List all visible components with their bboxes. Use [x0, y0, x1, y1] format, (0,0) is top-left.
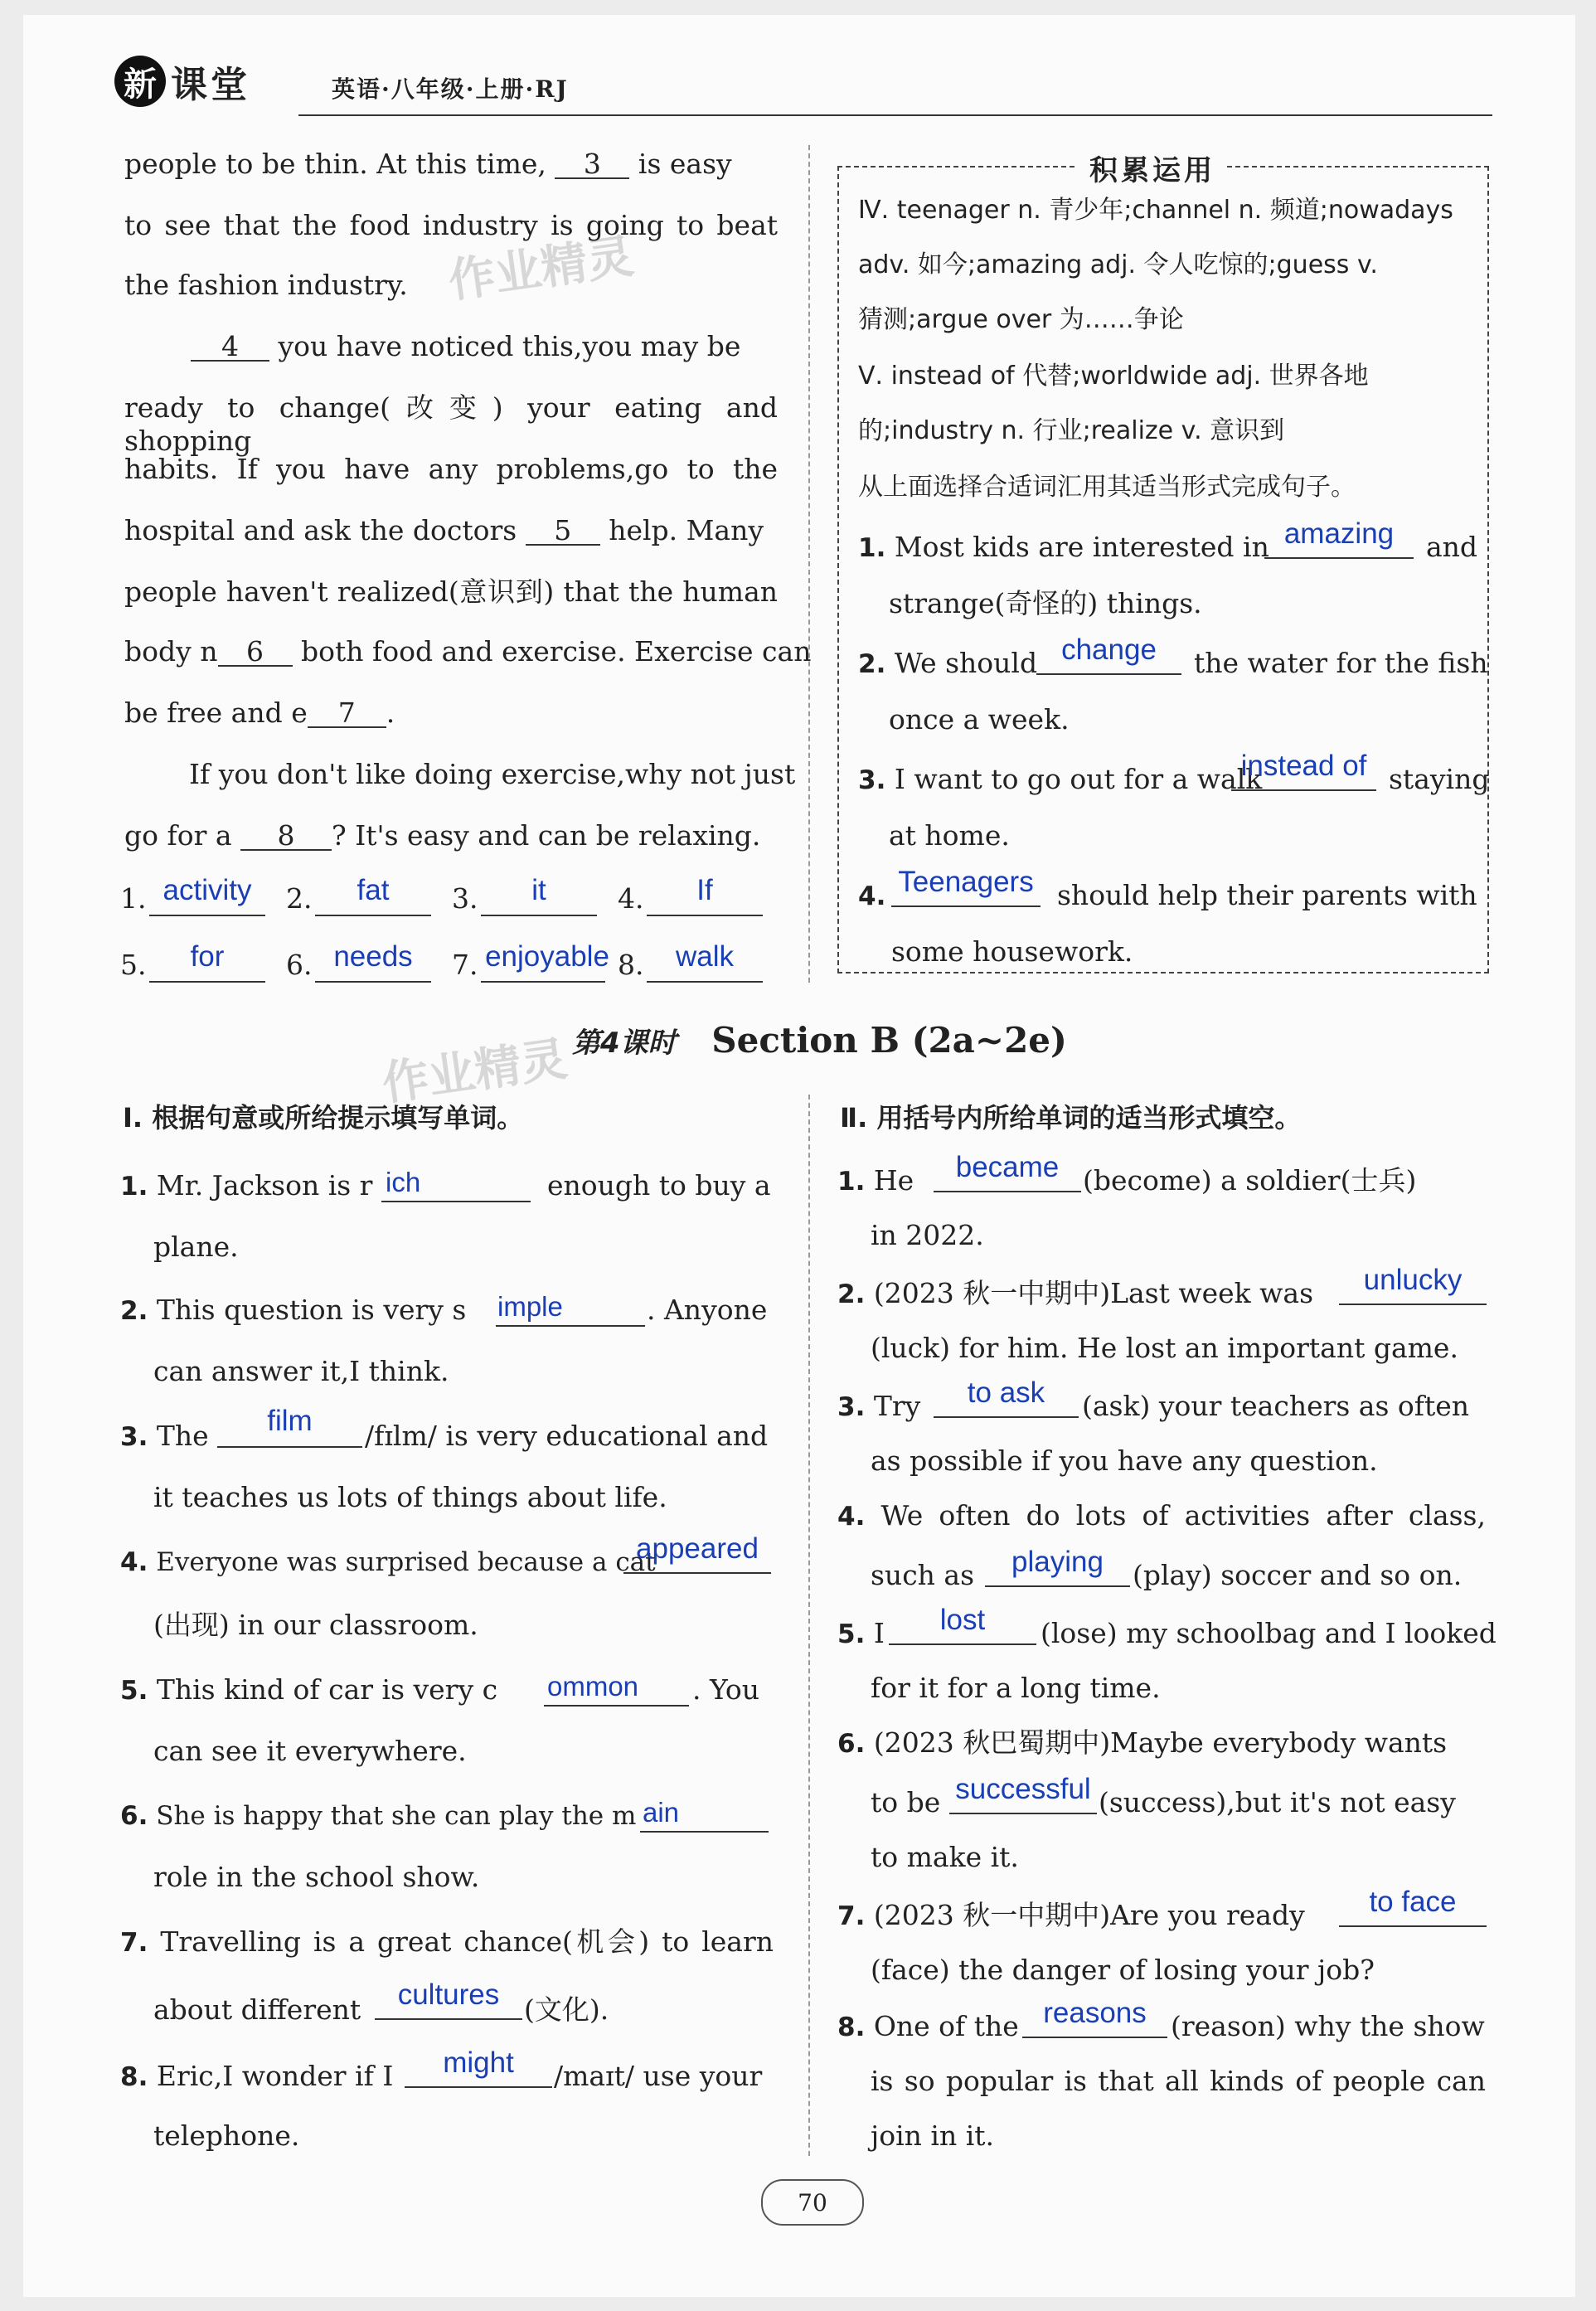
answer-text: for [190, 940, 225, 973]
passage-line: hospital and ask the doctors 5 help. Many [124, 514, 764, 546]
answer-text: walk [675, 940, 735, 973]
passage-line: people haven't realized(意识到) that the human [124, 575, 778, 608]
question-text: (success),but it's not easy [1099, 1786, 1456, 1818]
question-text: (出现) in our classroom. [153, 1609, 478, 1641]
answer-line [381, 1201, 531, 1202]
question-row: 2. This question is very s [120, 1294, 467, 1326]
answer-line [496, 1325, 645, 1327]
answer-line [149, 981, 265, 983]
passage-blank: 5 [526, 517, 600, 546]
answer-line [949, 1813, 1097, 1814]
question-row: 7. (2023 秋一中期中)Are you ready [837, 1899, 1305, 1931]
question-text: should help their parents with [1057, 879, 1477, 911]
question-text: (ask) your teachers as often [1082, 1390, 1470, 1422]
column-divider [808, 1095, 810, 2156]
answer-line [647, 915, 763, 916]
vocab-line: Ⅴ. instead of 代替;worldwide adj. 世界各地 [858, 362, 1369, 391]
passage-blank: 4 [191, 333, 269, 362]
answer-line [1339, 1304, 1487, 1305]
answer-number: 7. [452, 949, 478, 981]
question-text: it teaches us lots of things about life. [153, 1481, 667, 1513]
answer-text: imple [497, 1291, 563, 1322]
logo-mark: 新 [114, 56, 166, 107]
vocab-line: 的;industry n. 行业;realize v. 意识到 [858, 416, 1285, 445]
question-row: 3. Try [837, 1390, 921, 1422]
answer-line [1036, 673, 1181, 675]
answer-text: ommon [547, 1671, 639, 1702]
answer-text: ain [643, 1797, 680, 1828]
answer-line [889, 1643, 1036, 1645]
question-row: 6. She is happy that she can play the m [120, 1801, 637, 1831]
question-row: 7. Travelling is a great chance(机会) to learn [120, 1925, 774, 1958]
section-heading: Section B (2a~2e) [711, 1020, 1067, 1061]
question-text: can answer it,I think. [153, 1355, 449, 1387]
watermark: 作业精灵 [445, 229, 638, 309]
question-text: telephone. [153, 2119, 300, 2152]
answer-number: 2. [286, 882, 313, 915]
answer-number: 1. [120, 882, 147, 915]
question-text: join in it. [871, 2119, 994, 2152]
answer-text: change [1061, 634, 1157, 666]
lesson-label: 第4课时 [572, 1027, 677, 1060]
question-row: 2. We should [858, 647, 1038, 679]
answer-number: 4. [618, 882, 644, 915]
answer-line [640, 1831, 769, 1833]
answer-text: might [443, 2046, 514, 2079]
question-text: role in the school show. [153, 1861, 480, 1893]
passage-line: go for a 8 ? It's easy and can be relaxing. [124, 819, 761, 852]
answer-text: cultures [397, 1978, 500, 2011]
question-text: some housework. [891, 935, 1133, 968]
question-row: 4. [858, 881, 886, 911]
question-text: (luck) for him. He lost an important game. [871, 1332, 1458, 1364]
question-row: 8. Eric,I wonder if I [120, 2060, 394, 2092]
question-row: 4. We often do lots of activities after class, [837, 1499, 1486, 1532]
passage-line: the fashion industry. [124, 269, 408, 301]
answer-text: playing [1011, 1546, 1104, 1578]
question-text: as possible if you have any question. [871, 1444, 1378, 1477]
answer-line [1022, 2037, 1167, 2038]
answer-line [1339, 1925, 1487, 1927]
answer-text: instead of [1240, 750, 1367, 782]
answer-text: Teenagers [898, 866, 1034, 898]
question-row: 4. Everyone was surprised because a cat [120, 1547, 656, 1577]
answer-text: unlucky [1363, 1264, 1463, 1296]
answer-text: lost [939, 1604, 986, 1636]
passage-blank: 3 [555, 151, 629, 179]
question-row: 8. One of the [837, 2010, 1019, 2042]
column-divider [808, 145, 810, 983]
answer-line [149, 915, 265, 916]
box-instruction: 从上面选择合适词汇用其适当形式完成句子。 [858, 473, 1356, 502]
answer-line [405, 2086, 552, 2088]
question-text: . Anyone [647, 1294, 768, 1326]
question-text: at home. [889, 819, 1010, 852]
question-text: (become) a soldier(士兵) [1083, 1164, 1417, 1197]
question-text: strange(奇怪的) things. [889, 587, 1202, 619]
question-text: plane. [153, 1231, 239, 1263]
question-text: in 2022. [871, 1219, 984, 1251]
question-text: enough to buy a [547, 1169, 771, 1202]
answer-line [544, 1705, 689, 1707]
question-text: the water for the fish [1194, 647, 1488, 679]
answer-text: fat [357, 874, 390, 906]
question-row: 1. Most kids are interested in [858, 531, 1269, 563]
answer-text: successful [955, 1773, 1091, 1805]
answer-line [891, 905, 1041, 907]
answer-line [481, 981, 605, 983]
question-text: about different [153, 1993, 361, 2026]
question-text: to be [871, 1786, 941, 1818]
answer-line [375, 2018, 522, 2020]
passage-line: body n 6 both food and exercise. Exercise can [124, 635, 812, 668]
answer-line [315, 915, 431, 916]
question-text: (lose) my schoolbag and I looked [1041, 1617, 1497, 1649]
passage-line: to see that the food industry is going to beat [124, 209, 778, 241]
answer-line [934, 1416, 1079, 1418]
question-text: is so popular is that all kinds of people can [871, 2065, 1486, 2097]
answer-number: 8. [618, 949, 644, 981]
question-text: can see it everywhere. [153, 1735, 467, 1767]
vocab-box-badge: 积累运用 [1078, 148, 1227, 188]
question-text: . You [692, 1673, 760, 1706]
section-title [572, 1020, 1067, 1061]
passage-line: 4 you have noticed this,you may be [124, 330, 778, 363]
header-divider [298, 114, 1492, 116]
book-subtitle: 英语·八年级·上册·RJ [332, 75, 569, 103]
answer-line [1231, 789, 1376, 791]
question-row: 3. I want to go out for a walk [858, 763, 1263, 795]
question-text: /maɪt/ use your [554, 2060, 763, 2092]
passage-line: people to be thin. At this time, 3 is easy [124, 148, 732, 180]
part1-heading: Ⅰ. 根据句意或所给提示填写单词。 [123, 1102, 524, 1134]
answer-text: amazing [1283, 517, 1395, 550]
answer-number: 3. [452, 882, 478, 915]
answer-text: reasons [1043, 1997, 1147, 2029]
question-text: to make it. [871, 1841, 1019, 1873]
question-text: /fɪlm/ is very educational and [365, 1420, 769, 1452]
answer-text: became [955, 1151, 1060, 1183]
passage-blank: 8 [240, 823, 332, 851]
logo-text: 课堂 [171, 64, 250, 106]
answer-line [985, 1585, 1130, 1587]
passage-blank: 7 [308, 700, 386, 728]
answer-line [315, 981, 431, 983]
vocab-line: Ⅳ. teenager n. 青少年;channel n. 频道;nowadays [858, 196, 1453, 225]
question-text: and [1426, 531, 1478, 563]
answer-line [217, 1446, 362, 1448]
passage-line: ready to change(改变) your eating and shopping [124, 391, 778, 457]
question-text: (文化). [524, 1993, 609, 2026]
question-text: (reason) why the show [1171, 2010, 1485, 2042]
answer-number: 6. [286, 949, 313, 981]
answer-text: ich [386, 1167, 421, 1197]
question-text: (face) the danger of losing your job? [871, 1954, 1375, 1986]
answer-line [934, 1191, 1081, 1192]
question-text: staying [1389, 763, 1490, 795]
brand-logo [114, 48, 250, 114]
passage-blank: 6 [218, 638, 293, 667]
question-row: 3. The [120, 1420, 209, 1452]
part2-heading: Ⅱ. 用括号内所给单词的适当形式填空。 [840, 1102, 1302, 1134]
vocab-line: 猜测;argue over 为……争论 [858, 305, 1184, 334]
watermark: 作业精灵 [379, 1032, 571, 1112]
answer-text: enjoyable [485, 940, 609, 973]
question-row: 5. This kind of car is very c [120, 1673, 498, 1706]
answer-text: to ask [967, 1376, 1045, 1409]
passage-line: be free and e 7 . [124, 697, 395, 729]
answer-text: If [696, 874, 713, 906]
answer-text: to face [1369, 1886, 1457, 1918]
question-row: 1. He [837, 1164, 914, 1197]
answer-line [481, 915, 597, 916]
question-row: 6. (2023 秋巴蜀期中)Maybe everybody wants [837, 1726, 1448, 1759]
answer-text: appeared [636, 1532, 759, 1565]
question-row: 5. I [837, 1617, 885, 1649]
answer-line [647, 981, 763, 983]
vocab-line: adv. 如今;amazing adj. 令人吃惊的;guess v. [858, 250, 1378, 279]
page-number: 70 [761, 2179, 864, 2226]
passage-line: habits. If you have any problems,go to the [124, 453, 778, 485]
passage-line: If you don't like doing exercise,why not just [189, 758, 796, 790]
answer-line [623, 1572, 771, 1574]
answer-line [1264, 557, 1414, 559]
answer-number: 5. [120, 949, 147, 981]
question-text: once a week. [889, 703, 1070, 736]
question-text: such as [871, 1559, 975, 1591]
answer-text: it [531, 874, 546, 906]
question-text: for it for a long time. [871, 1672, 1161, 1704]
answer-text: needs [333, 940, 413, 973]
answer-text: film [267, 1405, 313, 1437]
question-row: 1. Mr. Jackson is r [120, 1169, 373, 1202]
question-text: (play) soccer and so on. [1133, 1559, 1463, 1591]
answer-text: activity [163, 874, 252, 906]
question-row: 2. (2023 秋一中期中)Last week was [837, 1277, 1314, 1309]
